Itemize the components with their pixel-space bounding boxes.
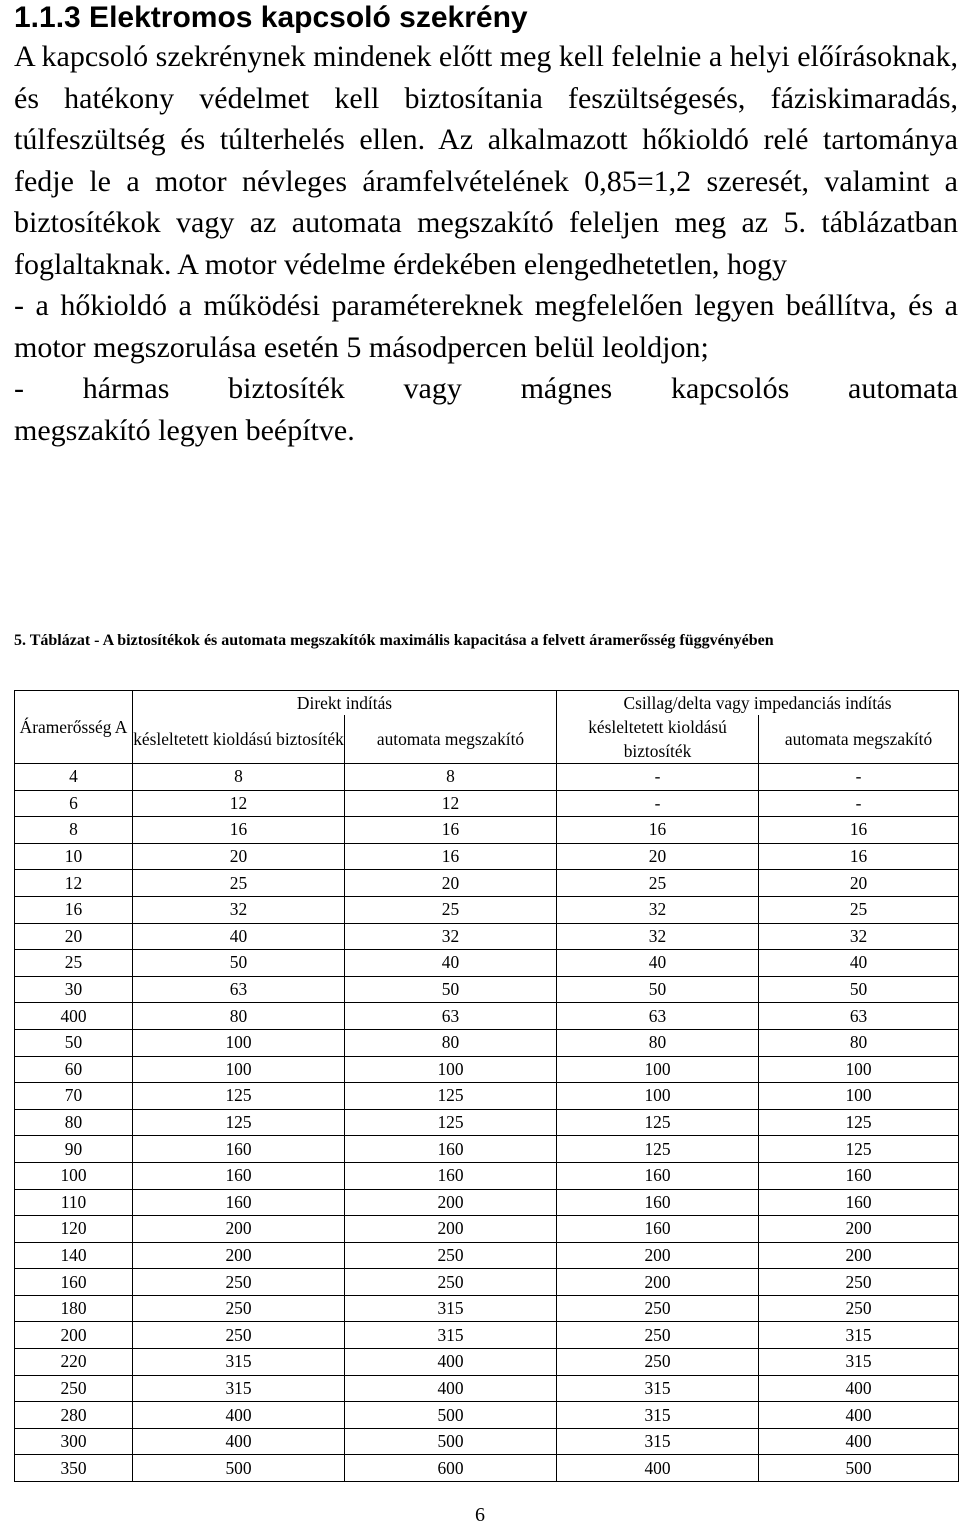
table-cell: 100	[557, 1056, 759, 1083]
fuse-table	[14, 690, 959, 1482]
table-cell: 16	[759, 817, 959, 844]
table-cell: 100	[133, 1029, 345, 1056]
table-cell: 20	[345, 870, 557, 897]
header-direct-breaker: automata megszakító	[345, 715, 557, 764]
table-row	[15, 1295, 959, 1322]
table-body	[15, 764, 959, 1482]
table-cell: 160	[133, 1136, 345, 1163]
table-cell: 200	[345, 1189, 557, 1216]
paragraph-bullet-fuse-line1: - hármas biztosíték vagy mágnes kapcsolós automata	[14, 372, 958, 405]
table-row	[15, 1109, 959, 1136]
table-cell: 220	[15, 1349, 133, 1376]
table-cell: 125	[557, 1109, 759, 1136]
table-cell: 200	[15, 1322, 133, 1349]
table-cell: 125	[133, 1083, 345, 1110]
table-cell: 16	[759, 843, 959, 870]
table-row	[15, 976, 959, 1003]
table-cell: 125	[133, 1109, 345, 1136]
table-cell: 80	[557, 1029, 759, 1056]
table-cell: 250	[345, 1242, 557, 1269]
table-cell: 40	[133, 923, 345, 950]
table-row	[15, 790, 959, 817]
table-cell: -	[759, 764, 959, 791]
table-cell: 200	[133, 1242, 345, 1269]
table-cell: 8	[345, 764, 557, 791]
table-cell: 25	[759, 896, 959, 923]
table-cell: 40	[557, 950, 759, 977]
table-cell: 300	[15, 1428, 133, 1455]
table-cell: 16	[345, 843, 557, 870]
table-row	[15, 1375, 959, 1402]
header-direct-start: Direkt indítás	[133, 691, 557, 716]
table-row	[15, 870, 959, 897]
table-cell: 200	[759, 1242, 959, 1269]
fuse-table-wrapper	[14, 690, 958, 1482]
table-cell: 400	[345, 1349, 557, 1376]
table-cell: 20	[15, 923, 133, 950]
table-cell: 160	[557, 1216, 759, 1243]
table-cell: 280	[15, 1402, 133, 1429]
paragraph-bullet-fuse-line2: megszakító legyen beépítve.	[14, 413, 355, 447]
table-cell: 160	[15, 1269, 133, 1296]
header-star-delta-delayed-fuse: késleltetett kioldású biztosíték	[557, 715, 759, 764]
table-row	[15, 896, 959, 923]
table-row	[15, 1322, 959, 1349]
table-cell: 20	[557, 843, 759, 870]
table-cell: 160	[133, 1189, 345, 1216]
table-cell: 16	[345, 817, 557, 844]
table-cell: -	[557, 764, 759, 791]
page-number: 6	[475, 1504, 485, 1526]
header-star-delta-breaker: automata megszakító	[759, 715, 959, 764]
table-cell: 16	[133, 817, 345, 844]
table-cell: 25	[557, 870, 759, 897]
table-cell: 32	[345, 923, 557, 950]
table-cell: 30	[15, 976, 133, 1003]
table-cell: 315	[557, 1402, 759, 1429]
table-row	[15, 950, 959, 977]
table-cell: 400	[133, 1402, 345, 1429]
table-cell: 50	[133, 950, 345, 977]
table-cell: 8	[133, 764, 345, 791]
table-cell: 25	[133, 870, 345, 897]
table-cell: 70	[15, 1083, 133, 1110]
table-cell: 200	[345, 1216, 557, 1243]
header-star-delta-start: Csillag/delta vagy impedanciás indítás	[557, 691, 959, 716]
table-row	[15, 1216, 959, 1243]
table-cell: 600	[345, 1455, 557, 1482]
table-cell: 12	[133, 790, 345, 817]
table-cell: 160	[133, 1162, 345, 1189]
table-cell: 8	[15, 817, 133, 844]
table-cell: 125	[557, 1136, 759, 1163]
table-cell: 315	[345, 1322, 557, 1349]
table-cell: 250	[345, 1269, 557, 1296]
table-cell: 350	[15, 1455, 133, 1482]
table-cell: 25	[15, 950, 133, 977]
table-cell: 63	[345, 1003, 557, 1030]
body-text	[14, 36, 958, 451]
table-cell: 20	[759, 870, 959, 897]
table-cell: 32	[557, 896, 759, 923]
table-cell: 40	[759, 950, 959, 977]
table-cell: 315	[133, 1349, 345, 1376]
table-row	[15, 843, 959, 870]
table-row	[15, 1269, 959, 1296]
table-cell: 16	[15, 896, 133, 923]
table-cell: 80	[15, 1109, 133, 1136]
table-cell: 250	[133, 1322, 345, 1349]
table-cell: 63	[557, 1003, 759, 1030]
table-cell: 12	[15, 870, 133, 897]
table-cell: -	[759, 790, 959, 817]
table-cell: 40	[345, 950, 557, 977]
paragraph-bullet-thermal-relay: - a hőkioldó a működési paramétereknek megfelelően legyen beállítva, és a motor megszorulása esetén 5 másodpercen belül leoldjon;	[14, 289, 958, 364]
table-cell: 250	[15, 1375, 133, 1402]
table-cell: 10	[15, 843, 133, 870]
table-cell: 200	[759, 1216, 959, 1243]
table-cell: 100	[759, 1083, 959, 1110]
table-cell: 32	[759, 923, 959, 950]
header-current: Áramerősség A	[15, 691, 133, 764]
table-cell: 160	[759, 1189, 959, 1216]
table-cell: 250	[557, 1295, 759, 1322]
table-row	[15, 1029, 959, 1056]
table-cell: 80	[759, 1029, 959, 1056]
table-cell: 315	[759, 1322, 959, 1349]
table-cell: 315	[557, 1428, 759, 1455]
table-row	[15, 1402, 959, 1429]
table-cell: 315	[345, 1295, 557, 1322]
table-cell: 50	[15, 1029, 133, 1056]
table-cell: 500	[345, 1402, 557, 1429]
table-cell: 400	[759, 1375, 959, 1402]
table-cell: 315	[133, 1375, 345, 1402]
table-cell: 180	[15, 1295, 133, 1322]
table-cell: 160	[345, 1136, 557, 1163]
table-cell: 50	[557, 976, 759, 1003]
table-cell: 160	[557, 1162, 759, 1189]
table-cell: 25	[345, 896, 557, 923]
table-cell: 125	[345, 1083, 557, 1110]
table-cell: 500	[345, 1428, 557, 1455]
table-cell: 250	[557, 1349, 759, 1376]
table-cell: 120	[15, 1216, 133, 1243]
table-cell: 400	[345, 1375, 557, 1402]
table-cell: 100	[557, 1083, 759, 1110]
table-row	[15, 1349, 959, 1376]
table-cell: 63	[759, 1003, 959, 1030]
table-cell: 12	[345, 790, 557, 817]
table-cell: 125	[759, 1136, 959, 1163]
table-cell: 16	[557, 817, 759, 844]
table-cell: 315	[557, 1375, 759, 1402]
table-cell: 100	[345, 1056, 557, 1083]
table-row	[15, 1162, 959, 1189]
table-cell: 400	[133, 1428, 345, 1455]
table-cell: 400	[15, 1003, 133, 1030]
table-cell: 140	[15, 1242, 133, 1269]
table-row	[15, 1189, 959, 1216]
table-row	[15, 1455, 959, 1482]
table-row	[15, 1428, 959, 1455]
paragraph-intro: A kapcsoló szekrénynek mindenek előtt meg kell felelnie a helyi előírásoknak, és hatékony védelmet kell biztosítania feszültségesés, fáziskimaradás, túlfeszültség és túlterhelés ellen. Az alkalmazott hőkioldó relé tartománya fedje le a motor névleges áramfelvételének 0,85=1,2 szeresét, valamint a biztosítékok vagy az automata megszakító feleljen meg az 5. táblázatban foglaltaknak. A motor védelme érdekében elengedhetetlen, hogy	[14, 40, 958, 281]
table-cell: 60	[15, 1056, 133, 1083]
table-row	[15, 1083, 959, 1110]
table-cell: 125	[759, 1109, 959, 1136]
table-row	[15, 817, 959, 844]
table-row	[15, 1242, 959, 1269]
table-cell: 400	[557, 1455, 759, 1482]
section-heading: 1.1.3 Elektromos kapcsoló szekrény	[14, 1, 528, 34]
table-header	[15, 691, 959, 764]
table-cell: 160	[557, 1189, 759, 1216]
table-cell: 50	[759, 976, 959, 1003]
table-caption: 5. Táblázat - A biztosítékok és automata megszakítók maximális kapacitása a felvett áramerősség függvényében	[14, 632, 774, 649]
table-cell: 32	[133, 896, 345, 923]
table-cell: 100	[759, 1056, 959, 1083]
table-row	[15, 1003, 959, 1030]
table-cell: 200	[557, 1269, 759, 1296]
table-cell: 63	[133, 976, 345, 1003]
table-cell: 250	[557, 1322, 759, 1349]
table-cell: 100	[15, 1162, 133, 1189]
table-cell: 400	[759, 1402, 959, 1429]
table-cell: 160	[759, 1162, 959, 1189]
table-cell: 80	[345, 1029, 557, 1056]
table-cell: 20	[133, 843, 345, 870]
table-cell: 6	[15, 790, 133, 817]
table-cell: 315	[759, 1349, 959, 1376]
table-cell: 100	[133, 1056, 345, 1083]
table-cell: 250	[133, 1269, 345, 1296]
table-cell: 500	[759, 1455, 959, 1482]
table-cell: 200	[133, 1216, 345, 1243]
table-cell: 32	[557, 923, 759, 950]
table-cell: 50	[345, 976, 557, 1003]
table-cell: 110	[15, 1189, 133, 1216]
table-cell: 250	[759, 1295, 959, 1322]
table-cell: 90	[15, 1136, 133, 1163]
table-cell: 80	[133, 1003, 345, 1030]
table-row	[15, 1136, 959, 1163]
table-row	[15, 764, 959, 791]
table-row	[15, 923, 959, 950]
table-cell: 400	[759, 1428, 959, 1455]
table-cell: 4	[15, 764, 133, 791]
table-cell: -	[557, 790, 759, 817]
header-direct-delayed-fuse: késleltetett kioldású biztosíték	[133, 715, 345, 764]
table-cell: 250	[759, 1269, 959, 1296]
table-row	[15, 1056, 959, 1083]
table-cell: 125	[345, 1109, 557, 1136]
table-cell: 250	[133, 1295, 345, 1322]
table-cell: 200	[557, 1242, 759, 1269]
table-cell: 500	[133, 1455, 345, 1482]
table-cell: 160	[345, 1162, 557, 1189]
